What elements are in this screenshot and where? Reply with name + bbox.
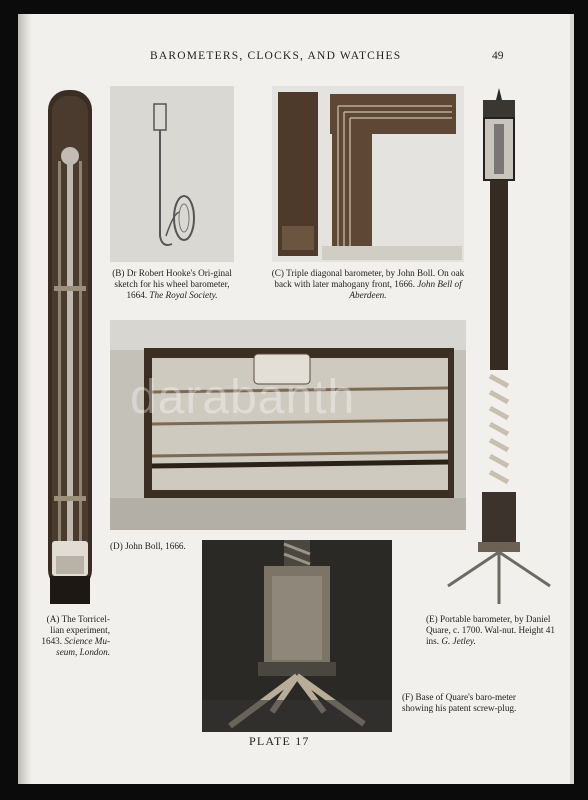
caption-c: (C) Triple diagonal barometer, by John Boll. On oak back with later mahogany front, 1666. John Bell of Aberdeen. [271,268,465,300]
page-number: 49 [492,50,504,62]
page-edge [570,14,574,784]
photo-torricellian-experiment [40,86,100,614]
photo-john-boll-barometer [110,320,466,530]
caption-e: (E) Portable barometer, by Daniel Quare, c. 1700. Wal-nut. Height 41 ins. G. Jetley. [426,614,555,646]
running-header: BAROMETERS, CLOCKS, AND WATCHES [150,50,402,62]
caption-b: (B) Dr Robert Hooke's Ori-ginal sketch for his wheel barometer, 1664. The Royal Society. [112,268,232,300]
watermark: darabanth [130,371,356,424]
plate-label: PLATE 17 [249,734,310,748]
caption-a: (A) The Torricel-lian experiment, 1643. Science Mu-seum, London. [41,614,110,657]
page-gutter [18,14,32,784]
photo-quare-barometer-base [202,540,392,732]
photo-triple-diagonal-barometer [272,86,464,262]
photo-quare-portable-barometer [440,86,558,610]
photo-hooke-sketch [110,86,234,262]
caption-d: (D) John Boll, 1666. [110,541,186,551]
caption-f: (F) Base of Quare's baro-meter showing his patent screw-plug. [402,692,517,713]
